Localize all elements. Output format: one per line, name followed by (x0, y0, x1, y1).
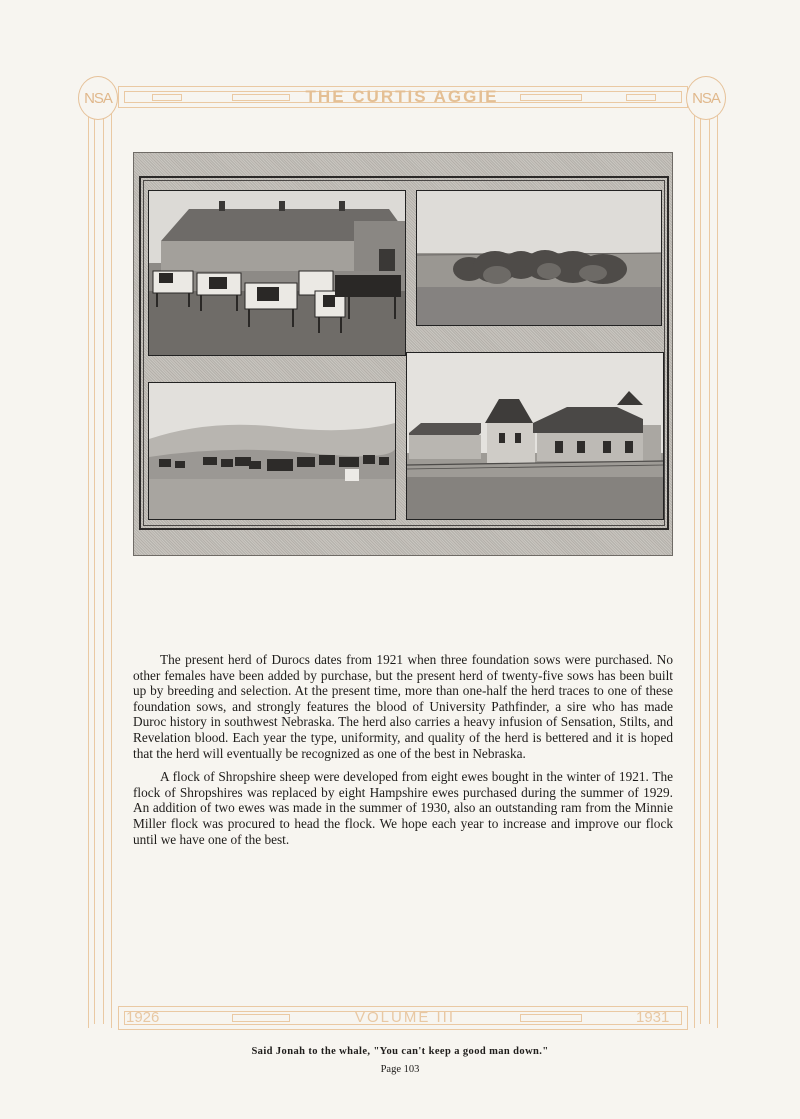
article-body (133, 652, 673, 855)
bottom-left-ornament (232, 1014, 290, 1022)
top-left-ornament (152, 94, 182, 101)
monogram-right: NSA (692, 89, 720, 107)
monogram-left: NSA (84, 89, 112, 107)
paragraph-sheep: A flock of Shropshire sheep were developed from eight ewes bought in the winter of 1921. The flock of Shropshires was replaced by eight Hampshire ewes purchased during the summer of 1929. An addition of two ewes was made in the summer of 1930, also an outstanding ram from the Minnie Miller flock was procured to head the flock. We hope each year to increase and improve our flock until we have one of the best. (133, 769, 673, 847)
header-title: THE CURTIS AGGIE (305, 87, 499, 106)
footer-caption: Said Jonah to the whale, "You can't keep a good man down." (251, 1046, 549, 1057)
top-right-ornament-2 (626, 94, 656, 101)
monogram-right-medallion (686, 76, 726, 120)
footer-year-end: 1931 (636, 1009, 670, 1026)
photo-cattle-pasture (148, 382, 396, 520)
monogram-left-medallion (78, 76, 118, 120)
top-left-ornament-2 (232, 94, 290, 101)
paragraph-durocs: The present herd of Durocs dates from 1921 when three foundation sows were purchased. No other females have been added by purchase, but the present herd of twenty-five sows has been built up by breeding and selection. At the present time, more than one-half the herd traces to one of these foundation sows, and strongly features the blood of University Pathfinder, a sire who has made Duroc history in southwest Nebraska. The herd also carries a heavy infusion of Sensation, Stilts, and Revelation blood. Each year the type, uniformity, and quality of the herd is bettered and it is hoped that the herd will eventually be recognized as one of the best in Nebraska. (133, 652, 673, 761)
left-border-column-inner (94, 112, 104, 1024)
photo-dairy-cattle-barn (148, 190, 406, 356)
right-border-column-inner (700, 112, 710, 1024)
photo-duroc-hogs (416, 190, 662, 326)
bottom-right-ornament (520, 1014, 582, 1022)
footer-volume: VOLUME III (354, 1009, 456, 1026)
photo-farm-buildings (406, 352, 664, 520)
page-number: Page 103 (380, 1064, 420, 1075)
top-right-ornament (520, 94, 582, 101)
footer-year-start: 1926 (126, 1009, 160, 1026)
